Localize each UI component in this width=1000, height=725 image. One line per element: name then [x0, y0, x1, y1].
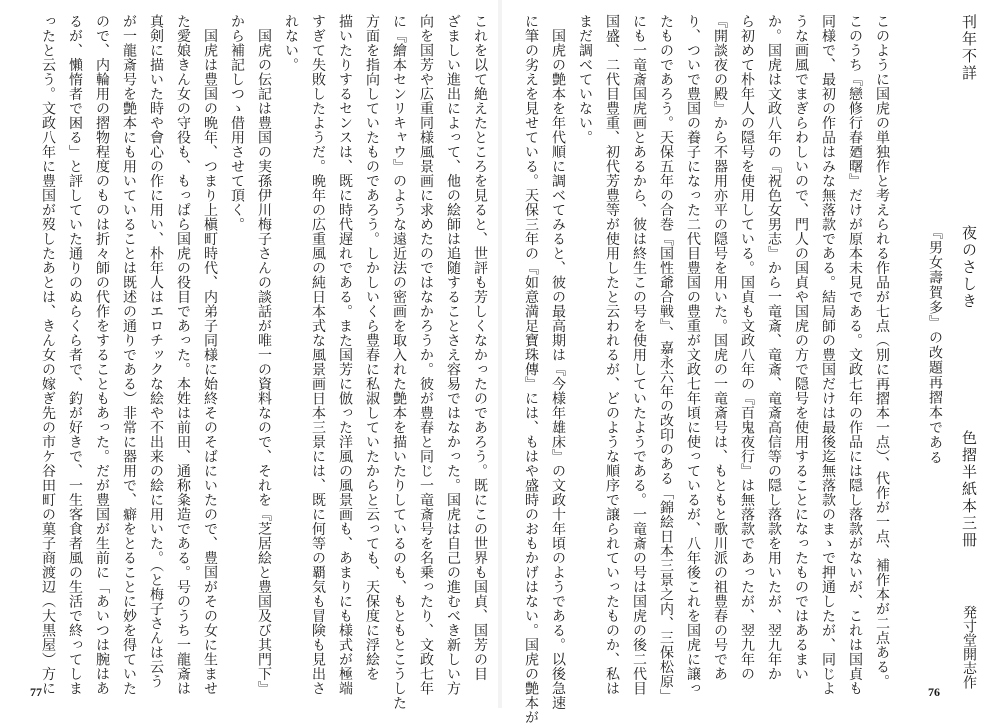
right-text-line: たものであろう。天保五年の合巻『国性爺合戦』、嘉永六年の改印のある「錦絵日本三景之内、三保松原」 [658, 14, 674, 703]
header-variant: 『男女壽賀多』の改題再摺本である [927, 225, 943, 465]
left-text-line: た愛娘きん女の守役も、もっぱら国虎の役目であった。本姓は前田、通称粂造である。号のうち一龍斎は [175, 14, 191, 696]
left-text-line: 国虎は豊国の晩年、つまり上槇町時代、内弟子同様に始終そのそばにいたので、豊国がその女に生ませ [202, 14, 218, 696]
left-text-line: すぎて失敗したようだ。晩年の広重風の純日本式な風景画日本三景には、既に何等の覇気も冒険も見出さ [310, 14, 326, 696]
left-text-line: ったと云う。文政八年に豊国が歿したあとは、きん女の嫁ぎ先の市ケ谷田町の菓子商渡辺（大黒屋）方に [40, 14, 56, 696]
right-text-line: ら初めて朴年人の隠号を使用している。国貞も文政八年の『百鬼夜行』は無落款であったが、翌九年の [739, 14, 755, 681]
page-gutter [498, 0, 502, 708]
left-text-line: これを以て絶えたところを見ると、世評も芳しくなかったのであろう。既にこの世界も国貞、国芳の目 [472, 14, 488, 681]
right-text-line: うな画風でまぎらわしいので、門人の国貞や国虎の方で隠号を使用することになったものではあるまい [793, 14, 809, 681]
right-text-line: に筆の劣えを見せている。天保三年の『如意満足寶珠傳』には、もはや盛時のおもかげはない。国虎の艶本が [523, 14, 539, 725]
right-text-line: 『開談夜の殿』から不器用亦平の隠号を用いた。国虎の一竜斎号は、もともと歌川派の祖豊春の号であ [712, 14, 728, 681]
right-text-line: り、ついで豊国の養子になった二代目豊国の豊重が文政七年頃に使っているが、八年後これを国虎に譲っ [685, 14, 701, 696]
right-text-line: か。国虎は文政八年の『祝色女男志』から一竜斎、竜斎、竜斎高信等の隠し落款を用いたが、翌九年か [766, 14, 782, 681]
header-title: 夜のさしき [960, 225, 978, 310]
left-text-line: 国虎の伝記は豊国の実孫伊川梅子さんの談話が唯一の資料なので、それを『芝居絵と豊国及び其門下』 [256, 14, 272, 696]
page-number-right: 76 [928, 685, 940, 699]
left-text-line: ので、内輪用の摺物程度のものは折々師の代作をすることもあった。だが豊国が生前に「あいつは腕はあ [94, 14, 110, 696]
right-text-line: 国盛、二代目豊重、初代芳豊等が使用したと云われるが、どのような順序で譲られていったものか、私は [604, 14, 620, 696]
right-text-line: 国虎の艶本を年代順に調べてみると、彼の最高期は『今様年雄床』の文政十年頃のようである。以後急速 [550, 14, 566, 710]
header-publisher: 発寸堂開志作 [961, 605, 977, 689]
right-text-line: このように国虎の単独作と考えられる作品が七点（別に再摺本一点）、代作が一点、補作本が二点ある。 [874, 14, 890, 689]
right-text-line: このうち『戀修行春廼曙』だけが原本未見である。文政七年の作品には隠し落款がないが、これは国貞も [847, 14, 863, 696]
left-text-line: に『繪本センリキャウ』のような遠近法の密画を取入れた艶本を描いたりしているのも、もともとこうした [391, 14, 407, 710]
left-text-line: 向を国芳や広重同様風景画に求めたのではなかろうか。彼が豊春と同じ一竜斎号を名乗ったり、文政七年 [418, 14, 434, 696]
right-text-line: 同様で、最初の作品はみな無落款である。結局師の豊国だけは最後迄無落款のまゝで押通したが、同じよ [820, 14, 836, 696]
right-text-line: にも一竜斎国虎画とあるから、彼は終生この号を使用していたようである。一竜斎の号は国虎の後二代目 [631, 14, 647, 696]
header-date: 刊年不詳 [960, 14, 978, 82]
left-text-line: が一龍斎号を艶本にも用いていることは既述の通りである）非常に器用で、癖をとることに妙を得ていた [121, 14, 137, 696]
left-text-line: れない。 [283, 14, 299, 72]
header-format: 色摺半紙本三冊 [960, 430, 978, 549]
left-text-line: 描いたりするセンスは、既に時代遅れである。また国芳に倣った洋風の風景画も、あまりにも様式が極端 [337, 14, 353, 696]
right-text-line: まだ調べていない。 [577, 14, 593, 145]
left-text-line: 真剣に描いた時や會心の作に用い、朴年人はエロチックな絵や不出来の絵に用いた。（と梅子さんは云う [148, 14, 164, 689]
left-text-line: から補記しつゝ借用させて頂く。 [229, 14, 245, 232]
page-number-left: 77 [30, 685, 42, 699]
left-text-line: るが、懶惰者で困る」と評していた通りのぬらくら者で、釣が好きで、一生客食者風の生活で終ってしま [67, 14, 83, 696]
left-text-line: ざましい進出によって、他の絵師は追随することさえ容易ではなかった。国虎は自己の進むべき新しい方 [445, 14, 461, 696]
left-text-line: 方面を指向していたものであろう。しかしいくら豊春に私淑していたからと云っても、天保度に浮絵を [364, 14, 380, 681]
